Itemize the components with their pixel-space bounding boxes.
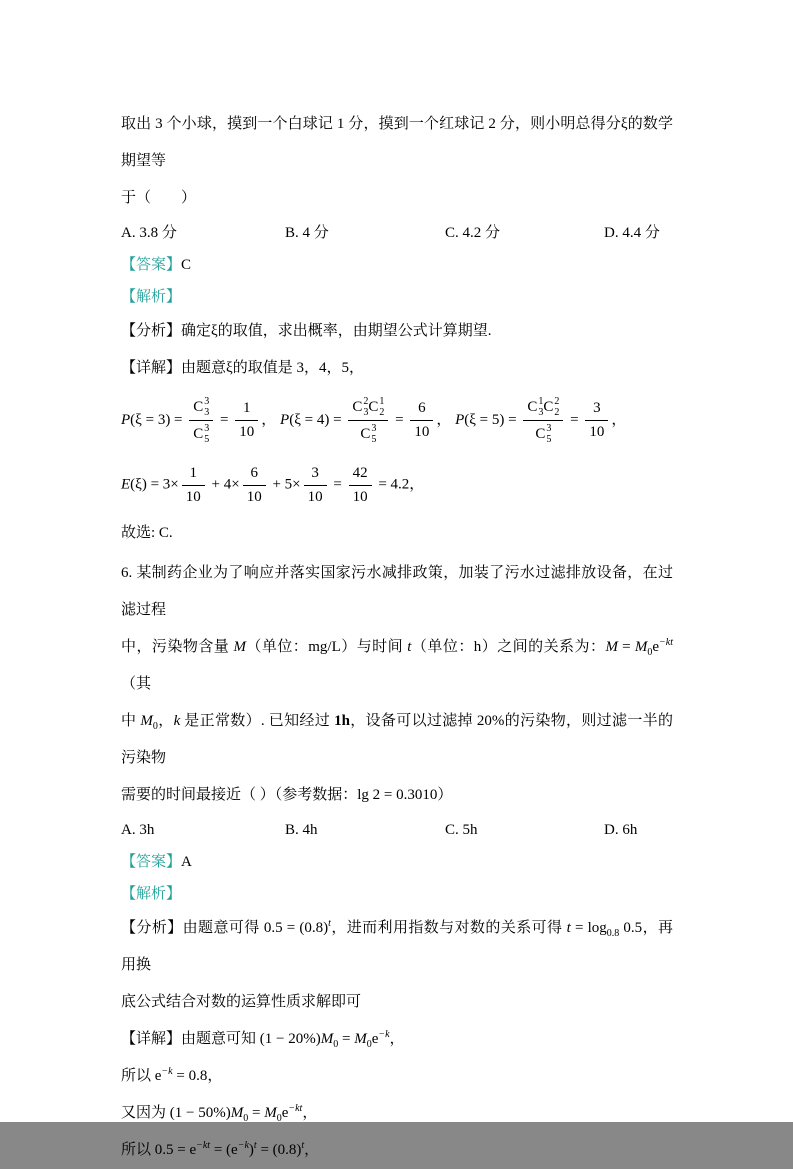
q5-option-d: D. 4.4 分 [604, 225, 660, 241]
q6-detail-line-1: 【详解】由题意可知 $(1 - 20\%)M_0 = M_0e^{-k}$， [121, 1028, 405, 1050]
q5-answer-label: 【答案】 [121, 257, 182, 273]
q6-stem-line-4: 需要的时间最接近（ ）（参考数据：lg 2 = 0.3010） [121, 786, 453, 803]
q5-option-c: C. 4.2 分 [445, 225, 501, 241]
q5-analysis-text: 【分析】确定ξ的取值，求出概率，由期望公式计算期望. [121, 323, 492, 339]
q5-stem-line-2: 于（ ） [121, 190, 197, 206]
q6-analysis-header [121, 878, 673, 910]
q6-detail-line-3: 又因为 $(1 - 50\%)M_0 = M_0e^{-kt}$， [121, 1102, 318, 1124]
q6-option-c: C. 5h [445, 821, 478, 838]
q6-analysis-line-2: 底公式结合对数的运算性质求解即可 [121, 993, 362, 1010]
q5-probability-formula: P(ξ = 3) = C 3 3 C 3 5 = $\frac{1}{10}$ ， P(ξ = 4) = C 2 3 C 1 2 C 3 5 = $\frac{6}{10}$ ， P(ξ = 5) = C 1 3 C 2 2 C 3 5 = $\frac{3}{10}$ ， [121, 396, 627, 445]
q6-options [121, 814, 673, 846]
q6-option-b: B. 4h [285, 821, 318, 838]
q5-stem-line-1: 取出 3 个小球，摸到一个白球记 1 分，摸到一个红球记 2 分，则小明总得分ξ的数学期望等 [121, 116, 673, 169]
question-5-solution [121, 106, 673, 549]
q6-stem-line-2: 中，污染物含量 M（单位：mg/L）与时间 t（单位：h）之间的关系为：$M = M_0e^{-kt}$（其 [121, 636, 673, 692]
q6-option-d: D. 6h [604, 821, 638, 838]
q5-answer-value: C [181, 257, 192, 273]
q6-answer-line [121, 846, 673, 878]
q6-option-a: A. 3h [121, 821, 155, 838]
q6-analysis-label: 【解析】 [121, 885, 182, 902]
q5-analysis-header [121, 281, 673, 313]
q5-detail-intro: 【详解】由题意ξ的取值是 3，4，5， [121, 360, 364, 376]
q6-answer-value: A [181, 853, 192, 870]
q6-stem-line-3: 中 $M_0$，k 是正常数）. 已知经过 1h，设备可以过滤掉 20%的污染物，则过滤一半的污染物 [121, 712, 673, 766]
q5-answer-line [121, 249, 673, 281]
q6-detail-line-4: 所以 $0.5 = e^{-kt} = (e^{-k})^t = (0.8)^t$， [121, 1139, 320, 1158]
q5-option-b: B. 4 分 [285, 225, 329, 241]
q6-stem-line-1: 6. 某制药企业为了响应并落实国家污水减排政策，加装了污水过滤排放设备，在过滤过程 [121, 564, 673, 618]
q5-expectation-formula: E(ξ) = 3× $\frac{1}{10}$ + 4× $\frac{6}{10}$ + 5× $\frac{3}{10}$ = $\frac{42}{10}$ = 4.2， [121, 465, 425, 505]
question-6 [121, 555, 673, 1169]
q6-answer-label: 【答案】 [121, 853, 182, 870]
q5-analysis-label: 【解析】 [121, 289, 182, 305]
q5-options [121, 217, 673, 249]
q5-option-a: A. 3.8 分 [121, 225, 177, 241]
q6-detail-line-2: 所以 $e^{-k} = 0.8$， [121, 1065, 223, 1084]
q6-analysis-line-1: 【分析】由题意可得 $0.5 = (0.8)^t$，进而利用指数与对数的关系可得 $t = \log_{0.8} 0.5$，再用换 [121, 917, 673, 973]
q5-conclusion: 故选: C. [121, 524, 173, 541]
